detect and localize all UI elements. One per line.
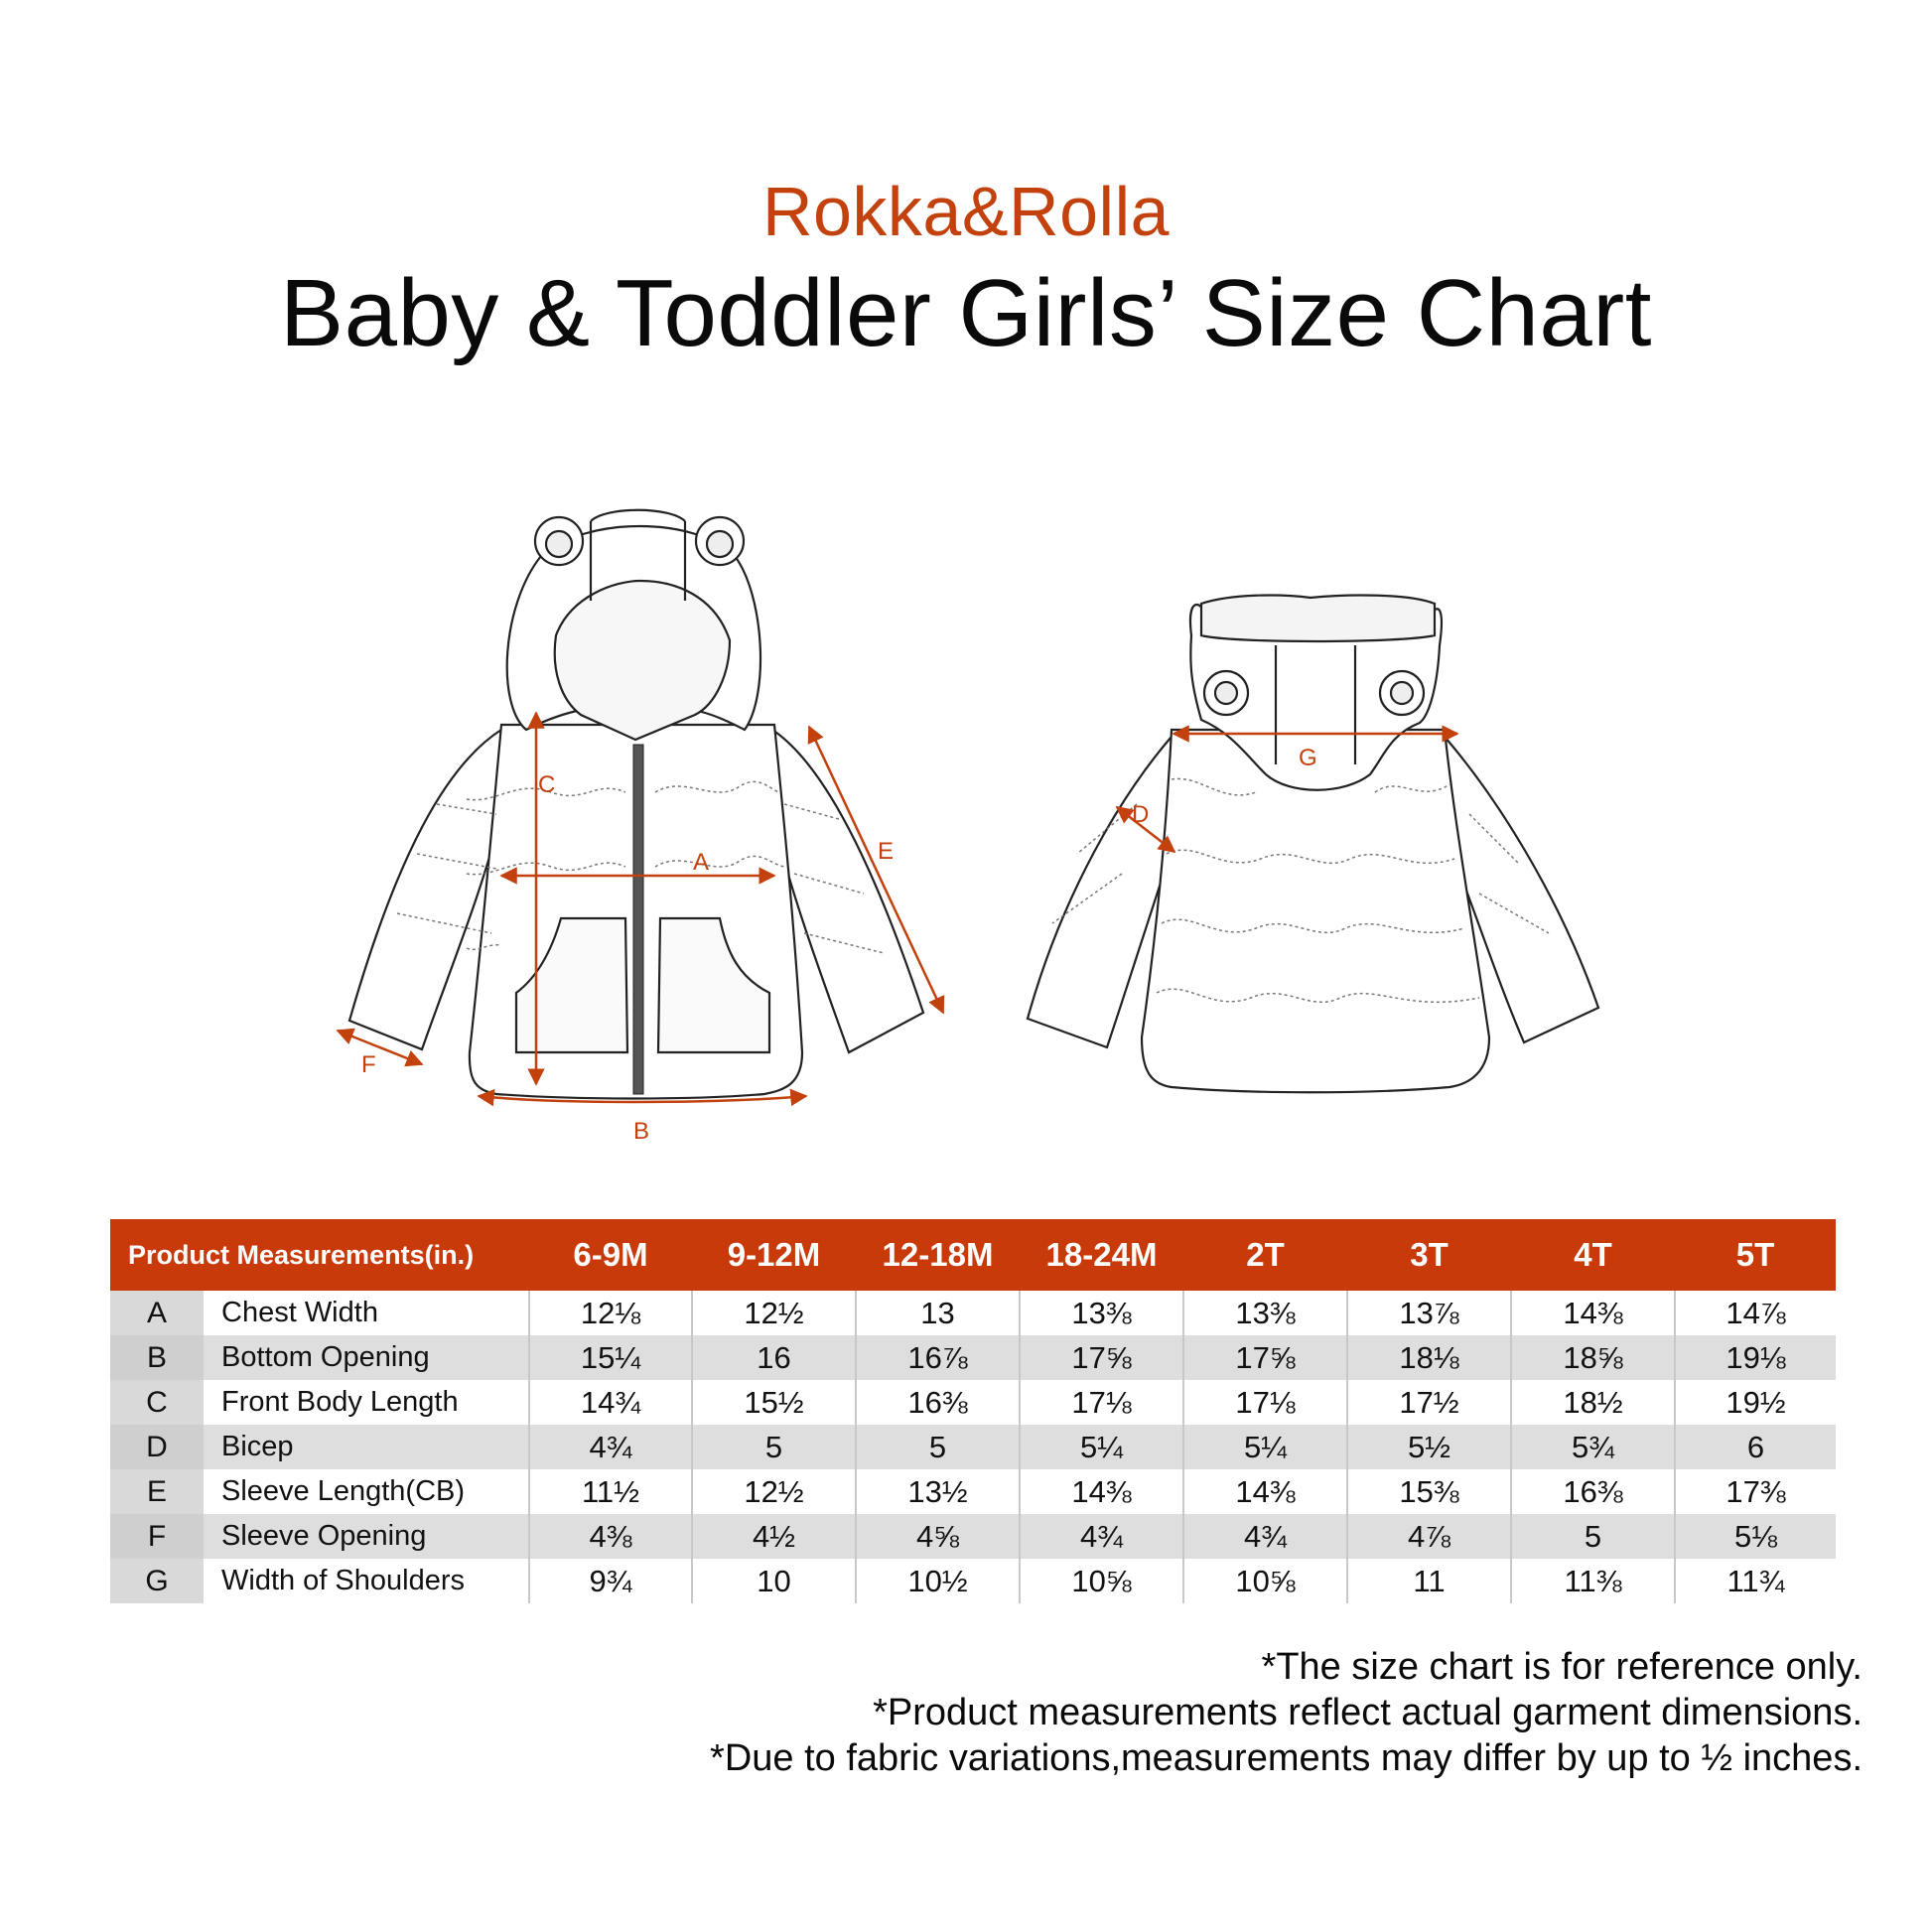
- row-letter: C: [110, 1380, 204, 1425]
- table-cell: 14¾: [529, 1380, 692, 1425]
- row-letter: B: [110, 1335, 204, 1380]
- table-cell: 9¾: [529, 1559, 692, 1603]
- table-cell: 13⅞: [1347, 1291, 1511, 1335]
- table-row: [110, 1425, 1836, 1469]
- table-row: [110, 1469, 1836, 1514]
- size-header: 3T: [1410, 1236, 1449, 1273]
- table-cell: 6: [1675, 1425, 1836, 1469]
- table-cell: 5: [692, 1425, 856, 1469]
- table-cell: 15¼: [529, 1335, 692, 1380]
- table-row: [110, 1335, 1836, 1380]
- table-cell: 13: [856, 1291, 1020, 1335]
- row-name: Bottom Opening: [204, 1335, 529, 1380]
- table-row: [110, 1514, 1836, 1559]
- table-cell: 4¾: [529, 1425, 692, 1469]
- table-cell: 17⅝: [1183, 1335, 1347, 1380]
- table-cell: 10½: [856, 1559, 1020, 1603]
- row-letter: A: [110, 1291, 204, 1335]
- size-header: 4T: [1574, 1236, 1612, 1273]
- table-row: [110, 1380, 1836, 1425]
- table-cell: 19½: [1675, 1380, 1836, 1425]
- table-header-label: Product Measurements(in.): [128, 1239, 475, 1270]
- table-cell: 16⅞: [856, 1335, 1020, 1380]
- table-cell: 4¾: [1020, 1514, 1183, 1559]
- table-row: [110, 1291, 1836, 1335]
- table-cell: 11¾: [1675, 1559, 1836, 1603]
- table-cell: 16: [692, 1335, 856, 1380]
- size-header: 5T: [1735, 1236, 1775, 1273]
- size-chart-table: [110, 1219, 1836, 1603]
- table-cell: 12½: [692, 1291, 856, 1335]
- table-cell: 17⅝: [1020, 1335, 1183, 1380]
- table-cell: 17⅛: [1020, 1380, 1183, 1425]
- table-cell: 5½: [1347, 1425, 1511, 1469]
- table-cell: 17½: [1347, 1380, 1511, 1425]
- table-cell: 14⅞: [1675, 1291, 1836, 1335]
- table-header-row: [110, 1219, 1836, 1291]
- table-cell: 13⅜: [1020, 1291, 1183, 1335]
- table-cell: 14⅜: [1020, 1469, 1183, 1514]
- table-cell: 5¼: [1183, 1425, 1347, 1469]
- table-cell: 4½: [692, 1514, 856, 1559]
- table-cell: 16⅜: [1511, 1469, 1675, 1514]
- row-letter: G: [110, 1559, 204, 1603]
- table-cell: 13⅜: [1183, 1291, 1347, 1335]
- table-cell: 13½: [856, 1469, 1020, 1514]
- row-letter: E: [110, 1469, 204, 1514]
- brand-name: Rokka&Rolla: [761, 173, 1171, 250]
- measure-label-f: F: [361, 1051, 376, 1078]
- row-letter: D: [110, 1425, 204, 1469]
- table-cell: 14⅜: [1183, 1469, 1347, 1514]
- measure-label-a: A: [693, 849, 710, 876]
- table-cell: 4⅜: [529, 1514, 692, 1559]
- measure-label-c: C: [538, 771, 556, 798]
- table-cell: 10⅝: [1020, 1559, 1183, 1603]
- table-cell: 18½: [1511, 1380, 1675, 1425]
- table-cell: 11½: [529, 1469, 692, 1514]
- row-letter: F: [110, 1514, 204, 1559]
- row-name: Front Body Length: [204, 1380, 529, 1425]
- row-name: Sleeve Opening: [204, 1514, 529, 1559]
- size-header: 6-9M: [573, 1236, 648, 1273]
- table-cell: 10⅝: [1183, 1559, 1347, 1603]
- row-name: Chest Width: [204, 1291, 529, 1335]
- table-cell: 17⅛: [1183, 1380, 1347, 1425]
- table-cell: 5: [856, 1425, 1020, 1469]
- measure-label-d: D: [1132, 801, 1150, 828]
- table-cell: 5: [1511, 1514, 1675, 1559]
- table-cell: 4⅝: [856, 1514, 1020, 1559]
- garment-diagram: [0, 477, 1932, 1172]
- table-cell: 4⅞: [1347, 1514, 1511, 1559]
- size-header: 2T: [1246, 1236, 1285, 1273]
- table-cell: 5⅛: [1675, 1514, 1836, 1559]
- page-title: Baby & Toddler Girls’ Size Chart: [280, 260, 1652, 366]
- table-cell: 4¾: [1183, 1514, 1347, 1559]
- table-cell: 11: [1347, 1559, 1511, 1603]
- table-cell: 19⅛: [1675, 1335, 1836, 1380]
- table-cell: 15½: [692, 1380, 856, 1425]
- row-name: Sleeve Length(CB): [204, 1469, 529, 1514]
- table-cell: 5¾: [1511, 1425, 1675, 1469]
- table-row: [110, 1559, 1836, 1603]
- measure-label-g: G: [1299, 745, 1317, 771]
- measure-label-b: B: [633, 1118, 650, 1145]
- disclaimer-notes: [710, 1644, 1863, 1781]
- table-cell: 10: [692, 1559, 856, 1603]
- table-cell: 18⅝: [1511, 1335, 1675, 1380]
- table-cell: 14⅜: [1511, 1291, 1675, 1335]
- table-cell: 18⅛: [1347, 1335, 1511, 1380]
- size-header: 18-24M: [1045, 1236, 1158, 1273]
- measure-label-e: E: [878, 838, 895, 865]
- size-header: 12-18M: [882, 1236, 994, 1273]
- size-header: 9-12M: [727, 1236, 821, 1273]
- back-jacket-drawing: [1028, 596, 1598, 1093]
- table-cell: 17⅜: [1675, 1469, 1836, 1514]
- row-name: Bicep: [204, 1425, 529, 1469]
- note-line: *Product measurements reflect actual garment dimensions.: [873, 1692, 1863, 1733]
- table-cell: 12½: [692, 1469, 856, 1514]
- table-cell: 16⅜: [856, 1380, 1020, 1425]
- table-cell: 12⅛: [529, 1291, 692, 1335]
- note-line: *The size chart is for reference only.: [1261, 1646, 1863, 1688]
- table-cell: 15⅜: [1347, 1469, 1511, 1514]
- front-jacket-drawing: [349, 510, 923, 1099]
- table-cell: 5¼: [1020, 1425, 1183, 1469]
- table-cell: 11⅜: [1511, 1559, 1675, 1603]
- row-name: Width of Shoulders: [204, 1559, 529, 1603]
- note-line: *Due to fabric variations,measurements may differ by up to ½ inches.: [710, 1737, 1863, 1779]
